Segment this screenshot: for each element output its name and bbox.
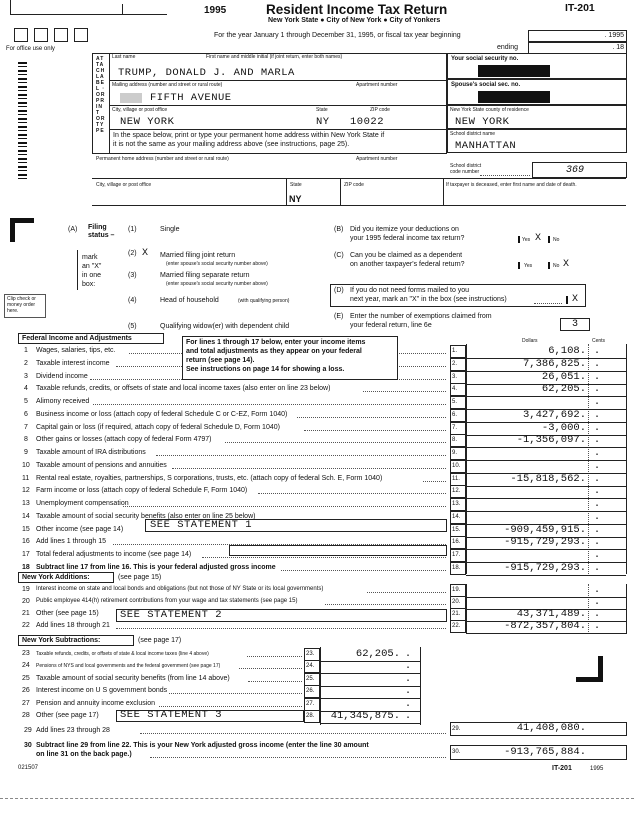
line-26-box-num: 26. <box>306 688 315 694</box>
line-28-num: 28 <box>22 712 30 719</box>
line-10-num: 10 <box>22 462 30 469</box>
line30-dots <box>150 757 446 758</box>
line-16-box-num: 16. <box>452 539 461 545</box>
perm-row-1 <box>92 178 626 179</box>
question-b-text-1: Did you itemize your deductions on <box>350 226 459 233</box>
line-17-num: 17 <box>22 551 30 558</box>
filing-bracket <box>77 250 78 290</box>
c-no-tick <box>548 262 550 269</box>
line-11-num: 11 <box>22 475 30 482</box>
filing-opt-2-text[interactable]: Married filing joint return <box>160 252 236 259</box>
corner-mark-left <box>10 218 15 242</box>
line-22-box-num: 22. <box>452 623 461 629</box>
ending-value: . 18 <box>612 44 624 51</box>
filing-opt-5-text[interactable]: Qualifying widow(er) with dependent child <box>160 323 290 330</box>
cents-label: Cents <box>592 338 606 344</box>
line-13-text: Unemployment compensation <box>36 500 129 507</box>
line-20-box-num: 20. <box>452 599 461 605</box>
perm-city-header: City, village or post office <box>96 182 152 188</box>
line-24-num: 24 <box>22 662 30 669</box>
line-1-num: 1 <box>24 347 28 354</box>
line-12-num: 12 <box>22 487 30 494</box>
line-25-cents-dot: . <box>404 673 412 685</box>
line-23-dots <box>247 656 302 657</box>
line-17-dots <box>202 557 446 558</box>
d-mark[interactable]: X <box>572 294 579 305</box>
line30-text-1: Subtract line 29 from line 22. This is your New York adjusted gross income (enter the line 30 amount <box>36 742 369 749</box>
top-line <box>122 14 167 15</box>
question-e-label: (E) <box>334 313 344 320</box>
line-12-text: Farm income or loss (attach copy of federal Schedule F, Form 1040) <box>36 487 248 494</box>
c-yes-label: Yes <box>524 263 533 269</box>
line-13-cents-dot: . <box>593 498 601 510</box>
line30-box-num: 30. <box>452 749 461 755</box>
line-3-box-num: 3. <box>452 374 458 380</box>
d-tick <box>566 296 568 304</box>
dollars-label: Dollars <box>522 338 538 344</box>
line-22-text: Add lines 18 through 21 <box>36 622 110 629</box>
top-tick <box>122 4 123 14</box>
label-row-3 <box>109 129 447 130</box>
line-5-box-num: 5. <box>452 399 458 405</box>
perm-state-header: State <box>290 182 302 188</box>
line-8-text: Other gains or losses (attach copy of federal Form 4797) <box>36 436 212 443</box>
line-23-box-num: 23. <box>306 651 315 657</box>
first-name-header: First name and middle initial (if joint return, enter both names) <box>206 54 343 60</box>
b-no-label: No <box>553 237 560 243</box>
perm-zip-header: ZIP code <box>344 182 364 188</box>
perm-address-notice-2: it is not the same as your mailing address above (see instructions, page 25). <box>113 141 350 148</box>
perm-address-notice-1: In the space below, print or type your permanent home address within New York State if <box>113 132 385 139</box>
line-27-box-num: 27. <box>306 701 315 707</box>
office-box-4 <box>74 28 88 42</box>
line-2-cents-dot: . <box>593 358 601 370</box>
line-13-box-num: 13. <box>452 501 461 507</box>
line-24-dots <box>239 668 302 669</box>
line-6-num: 6 <box>24 411 28 418</box>
line-5-cents-dot: . <box>593 396 601 408</box>
filing-opt-2-mark[interactable]: X <box>142 248 149 259</box>
line-25-num: 25 <box>22 675 30 682</box>
line-4-value[interactable]: 62,205. <box>541 383 586 395</box>
line-16-num: 16 <box>22 538 30 545</box>
line-7-value[interactable]: -3,000. <box>541 422 586 434</box>
line-15-value[interactable]: -909,459,915. <box>504 524 586 536</box>
line-24-cents-dot: . <box>404 660 412 672</box>
last-name-header: Last name <box>112 54 136 60</box>
line-20-dots <box>325 604 446 605</box>
line-15-box-num: 15. <box>452 527 461 533</box>
line-22-dots <box>116 628 446 629</box>
zip-header: ZIP code <box>370 107 390 113</box>
line-17-box-num: 17. <box>452 552 461 558</box>
line-11-value[interactable]: -15,818,562. <box>510 473 586 485</box>
line-22-value[interactable]: -872,357,804. <box>504 620 586 632</box>
office-box-3 <box>54 28 68 42</box>
line-6-box-num: 6. <box>452 412 458 418</box>
line-14-text: Taxable amount of social security benefits (also enter on line 25 below) <box>36 513 256 520</box>
line-8-cents-dot: . <box>593 434 601 446</box>
line-2-text: Taxable interest income <box>36 360 110 367</box>
line-28-box-num: 28. <box>306 713 315 719</box>
line-12-cents-dot: . <box>593 485 601 497</box>
line-23-num: 23 <box>22 650 30 657</box>
address-header: Mailing address (number and street or rural route) <box>112 82 223 88</box>
question-d-dots <box>534 303 562 304</box>
clip-note-1: Clip check or <box>7 296 36 302</box>
line-9-box-num: 9. <box>452 450 458 456</box>
line-19-text: Interest income on state and local bonds and obligations (but not those of NY State or its local governments) <box>36 586 324 592</box>
question-e-text-1: Enter the number of exemptions claimed from <box>350 313 492 320</box>
form-title: Resident Income Tax Return <box>266 2 448 17</box>
zip-value[interactable]: 10022 <box>350 116 385 128</box>
line-11-dots <box>423 481 446 482</box>
line-14-num: 14 <box>22 513 30 520</box>
line-10-box-num: 10. <box>452 463 461 469</box>
line-11-cents-dot: . <box>593 473 601 485</box>
line-16-value[interactable]: -915,729,293. <box>504 536 586 548</box>
clip-note-3: here. <box>7 308 19 314</box>
line-6-text: Business income or loss (attach copy of federal Schedule C or C-EZ, Form 1040) <box>36 411 288 418</box>
name-value[interactable]: TRUMP, DONALD J. AND MARLA <box>118 67 295 79</box>
footer-code: 021507 <box>18 765 39 771</box>
line-8-value[interactable]: -1,356,097. <box>516 434 586 446</box>
question-c-label: (C) <box>334 252 344 259</box>
line29-text: Add lines 23 through 28 <box>36 727 110 734</box>
clip-note-2: money order <box>7 302 36 308</box>
filing-opt-1-text[interactable]: Single <box>160 226 180 233</box>
question-b-text-2: your 1995 federal income tax return? <box>350 235 465 242</box>
filing-title-2: status – <box>88 232 115 239</box>
line-18-dots <box>281 570 446 571</box>
line-24-box-num: 24. <box>306 663 315 669</box>
line-9-cents-dot: . <box>593 447 601 459</box>
deceased-text: If taxpayer is deceased, enter first name and date of death. <box>446 182 577 188</box>
perm-state-value[interactable]: NY <box>289 194 302 204</box>
line-21-box-num: 21. <box>452 611 461 617</box>
line-1-cents-dot: . <box>593 345 601 357</box>
office-box-1 <box>14 28 28 42</box>
exemptions-value[interactable]: 3 <box>572 319 579 330</box>
line-3-num: 3 <box>24 373 28 380</box>
line-3-text: Dividend income <box>36 373 88 380</box>
address-value[interactable]: FIFTH AVENUE <box>150 92 232 104</box>
filing-opt-4-sub: (with qualifying person) <box>238 298 290 304</box>
statement-2[interactable]: SEE STATEMENT 2 <box>120 609 223 621</box>
label-row-2 <box>109 105 447 106</box>
line-6-cents-dot: . <box>593 409 601 421</box>
line-27-cents-dot: . <box>404 698 412 710</box>
line-3-cents-dot: . <box>593 371 601 383</box>
line-12-dots <box>258 493 446 494</box>
filing-opt-2-sub: (enter spouse's social security number above) <box>166 261 268 267</box>
filing-opt-3-text[interactable]: Married filing separate return <box>160 272 250 279</box>
filing-opt-4-num: (4) <box>128 297 137 304</box>
city-header: City, village or post office <box>112 107 168 113</box>
filing-opt-5-num: (5) <box>128 323 137 330</box>
line-17-cents-dot: . <box>593 549 601 561</box>
footer-form: IT-201 <box>552 765 572 772</box>
mark-text-1: mark <box>82 254 98 261</box>
sub-col-right <box>420 647 421 725</box>
office-use-label: For office use only <box>6 46 55 52</box>
line-19-num: 19 <box>22 586 30 593</box>
federal-info-4: See instructions on page 14 for showing a loss. <box>186 366 345 373</box>
line29-dots <box>140 733 446 734</box>
line-13-num: 13 <box>22 500 30 507</box>
line-16-cents-dot: . <box>593 536 601 548</box>
county-label: New York State county of residence <box>450 107 529 113</box>
line-27-text: Pension and annuity income exclusion <box>36 700 156 707</box>
school-label: School district name <box>450 131 496 137</box>
school-code-dots <box>480 175 530 176</box>
label-row-1 <box>109 80 447 81</box>
line30-value[interactable]: -913,765,884. <box>504 746 586 758</box>
line-23-cents-dot: . <box>404 648 412 660</box>
line-28-rule <box>320 723 420 724</box>
line-23-text: Taxable refunds, credits, or offsets of state & local income taxes (line 4 above) <box>36 651 209 657</box>
line-11-text: Rental real estate, royalties, partnerships, S corporations, trusts, etc. (attach copy of federal Sch. E, Form 1040) <box>36 475 383 482</box>
line-4-dots <box>363 391 446 392</box>
filing-opt-3-sub: (enter spouse's social security number above) <box>166 281 268 287</box>
amount-col-right <box>626 344 627 574</box>
spouse-ssn-label: Spouse's social sec. no. <box>451 82 521 88</box>
question-b-label: (B) <box>334 226 344 233</box>
line-17-text: Total federal adjustments to income (see page 14) <box>36 551 192 558</box>
line-4-num: 4 <box>24 385 28 392</box>
line-5-text: Alimony received <box>36 398 90 405</box>
perm-apartment-header: Apartment number <box>356 156 398 162</box>
line-21-cents-dot: . <box>593 608 601 620</box>
line30-num: 30 <box>24 742 32 749</box>
b-no-tick <box>548 236 550 243</box>
question-d-label: (D) <box>334 287 344 294</box>
school-value[interactable]: MANHATTAN <box>455 140 517 152</box>
tax-year: 1995 <box>204 5 227 16</box>
line17-entry-box <box>229 545 447 556</box>
line-9-dots <box>156 455 447 456</box>
barcode <box>18 62 27 182</box>
label-side-text: ATTACH LABEL · OR PRINT OR TYPE <box>96 56 106 134</box>
line-10-text: Taxable amount of pensions and annuities <box>36 462 167 469</box>
subtractions-title: New York Subtractions: <box>22 637 101 644</box>
page-bottom-edge <box>0 798 634 799</box>
perm-divider-zip <box>340 178 341 205</box>
question-d-text-1: If you do not need forms mailed to you <box>350 287 470 294</box>
line-28-value[interactable]: 41,345,875. <box>330 710 400 722</box>
line-13-dots <box>123 506 447 507</box>
perm-address-header: Permanent home address (number and street or rural route) <box>96 156 229 162</box>
line-1-text: Wages, salaries, tips, etc. <box>36 347 116 354</box>
additions-title: New York Additions: <box>22 574 90 581</box>
line-7-num: 7 <box>24 424 28 431</box>
line-12-box-num: 12. <box>452 488 461 494</box>
b-yes-label: Yes <box>522 237 531 243</box>
line-19-cents-dot: . <box>593 584 601 596</box>
c-no-mark[interactable]: X <box>563 259 570 270</box>
line-15-cents-dot: . <box>593 524 601 536</box>
b-yes-tick <box>518 236 520 243</box>
line-11-box-num: 11. <box>452 476 460 482</box>
county-value[interactable]: NEW YORK <box>455 116 510 128</box>
c-no-label: No <box>553 263 560 269</box>
line-5-dots <box>93 404 446 405</box>
federal-info-1: For lines 1 through 17 below, enter your income items <box>186 339 366 346</box>
filing-opt-4-text[interactable]: Head of household <box>160 297 219 304</box>
line-1-box-num: 1. <box>452 348 458 354</box>
line-28-cents-dot: . <box>404 710 412 722</box>
line-4-box-num: 4. <box>452 386 458 392</box>
question-c-text-1: Can you be claimed as a dependent <box>350 252 463 259</box>
spouse-ssn-redaction <box>478 91 550 103</box>
line-18-num: 18 <box>22 564 30 571</box>
begin-value: . 1995 <box>604 32 624 39</box>
line-6-value[interactable]: 3,427,692. <box>522 409 586 421</box>
line-1-value[interactable]: 6,108. <box>548 345 586 357</box>
top-left-box <box>10 0 123 15</box>
line29-box-num: 29. <box>452 726 461 732</box>
address-redaction <box>120 93 142 103</box>
filing-title: Filing <box>88 224 107 231</box>
mark-text-2: an "X" <box>82 263 102 270</box>
ssn-label: Your social security no. <box>451 56 519 62</box>
line-20-text: Public employee 414(h) retirement contributions from your wage and tax statements (see page 15) <box>36 598 298 604</box>
subtractions-note: (see page 17) <box>138 637 182 644</box>
school-code-value[interactable]: 369 <box>566 165 585 176</box>
perm-divider-state <box>286 178 287 205</box>
line-27-num: 27 <box>22 700 30 707</box>
line-7-dots <box>304 430 446 431</box>
line-9-text: Taxable amount of IRA distributions <box>36 449 146 456</box>
line-23-value[interactable]: 62,205. <box>355 648 400 660</box>
line-26-dots <box>169 693 302 694</box>
line-26-cents-dot: . <box>404 685 412 697</box>
corner-mark-right-h <box>576 677 603 682</box>
line-18-cents-dot: . <box>593 562 601 574</box>
line-3-value[interactable]: 26,051. <box>541 371 586 383</box>
line-7-box-num: 7. <box>452 425 458 431</box>
line-27-dots <box>159 706 302 707</box>
line-21-num: 21 <box>22 610 30 617</box>
add-col-right <box>626 584 627 634</box>
line-24-text: Pensions of NYS and local governments and the federal government (see page 17) <box>36 663 221 669</box>
line-21-value[interactable]: 43,371,489. <box>516 608 586 620</box>
city-value[interactable]: NEW YORK <box>120 116 175 128</box>
period-text: For the year January 1 through December 31, 1995, or fiscal tax year beginning <box>214 32 461 39</box>
federal-section-title: Federal Income and Adjustments <box>22 335 132 342</box>
school-code-label: School district <box>450 163 482 169</box>
line-18-rule <box>466 575 626 576</box>
filing-opt-3-num: (3) <box>128 272 137 279</box>
line-20-cents-dot: . <box>593 596 601 608</box>
state-header: State <box>316 107 328 113</box>
apartment-header: Apartment number <box>356 82 398 88</box>
line-8-num: 8 <box>24 436 28 443</box>
statement-3[interactable]: SEE STATEMENT 3 <box>120 709 223 721</box>
question-c-text-2: on another taxpayer's federal return? <box>350 261 465 268</box>
line-2-box-num: 2. <box>452 361 458 367</box>
state-value[interactable]: NY <box>316 116 330 128</box>
line-22-cents-dot: . <box>593 620 601 632</box>
office-box-2 <box>34 28 48 42</box>
line-25-box-num: 25. <box>306 676 315 682</box>
federal-info-2: and total adjustments as they appear on your federal <box>186 348 362 355</box>
ending-label: ending <box>497 44 519 51</box>
line-26-text: Interest income on U S government bonds <box>36 687 168 694</box>
line-22-num: 22 <box>22 622 30 629</box>
line-5-num: 5 <box>24 398 28 405</box>
statement-1[interactable]: SEE STATEMENT 1 <box>150 519 253 531</box>
line-22-rule <box>466 633 626 634</box>
line-14-cents-dot: . <box>593 511 601 523</box>
line-19-dots <box>367 592 446 593</box>
filing-opt-2-num: (2) <box>128 250 137 257</box>
line-20-num: 20 <box>22 598 30 605</box>
line-9-num: 9 <box>24 449 28 456</box>
line-25-text: Taxable amount of social security benefits (from line 14 above) <box>36 675 230 682</box>
filing-label-a: (A) <box>68 226 78 233</box>
line-4-text: Taxable refunds, credits, or offsets of state and local income taxes (also enter on line 23 below) <box>36 385 331 392</box>
line-2-value[interactable]: 7,386,825. <box>522 358 586 370</box>
line-21-text: Other (see page 15) <box>36 610 99 617</box>
line-15-text: Other income (see page 14) <box>36 526 124 533</box>
line-26-num: 26 <box>22 687 30 694</box>
ssn-redaction <box>478 65 550 77</box>
line-18-value[interactable]: -915,729,293. <box>504 562 586 574</box>
line-25-dots <box>248 681 302 682</box>
filing-opt-1-num: (1) <box>128 226 137 233</box>
line-14-box-num: 14. <box>452 514 461 520</box>
mark-text-4: box: <box>82 281 96 288</box>
line-16-text: Add lines 1 through 15 <box>36 538 107 545</box>
question-d-text-2: next year, mark an "X" in the box (see instructions) <box>350 296 507 303</box>
federal-info-3: return (see page 14). <box>186 357 255 364</box>
line-18-box-num: 18. <box>452 565 461 571</box>
b-yes-mark[interactable]: X <box>535 233 542 244</box>
line29-value[interactable]: 41,408,080. <box>516 722 586 734</box>
line-8-box-num: 8. <box>452 437 458 443</box>
line-6-dots <box>297 417 446 418</box>
line-10-dots <box>172 468 446 469</box>
form-id: IT-201 <box>565 2 595 14</box>
footer-year: 1995 <box>590 766 604 772</box>
line-10-cents-dot: . <box>593 460 601 472</box>
question-e-text-2: your federal return, line 6e <box>350 322 432 329</box>
line-18-text: Subtract line 17 from line 16. This is your federal adjusted gross income <box>36 564 276 571</box>
line-28-text: Other (see page 17) <box>36 712 99 719</box>
line-15-num: 15 <box>22 526 30 533</box>
line-7-cents-dot: . <box>593 422 601 434</box>
additions-note: (see page 15) <box>118 574 162 581</box>
mark-text-3: in one <box>82 272 102 279</box>
c-yes-tick <box>518 262 520 269</box>
form-subtitle: New York State ● City of New York ● City of Yonkers <box>268 17 441 24</box>
perm-row-2 <box>92 205 626 206</box>
school-code-label-2: code number <box>450 169 480 175</box>
line-4-cents-dot: . <box>593 383 601 395</box>
perm-divider-dec <box>443 178 444 205</box>
line30-text-2: on line 31 on the back page.) <box>36 751 132 758</box>
line-2-num: 2 <box>24 360 28 367</box>
line-8-dots <box>225 442 446 443</box>
line-19-box-num: 19. <box>452 587 461 593</box>
line-7-text: Capital gain or loss (if required, attach copy of federal Schedule D, Form 1040) <box>36 424 280 431</box>
line29-num: 29 <box>24 727 32 734</box>
label-side-divider <box>109 53 110 154</box>
